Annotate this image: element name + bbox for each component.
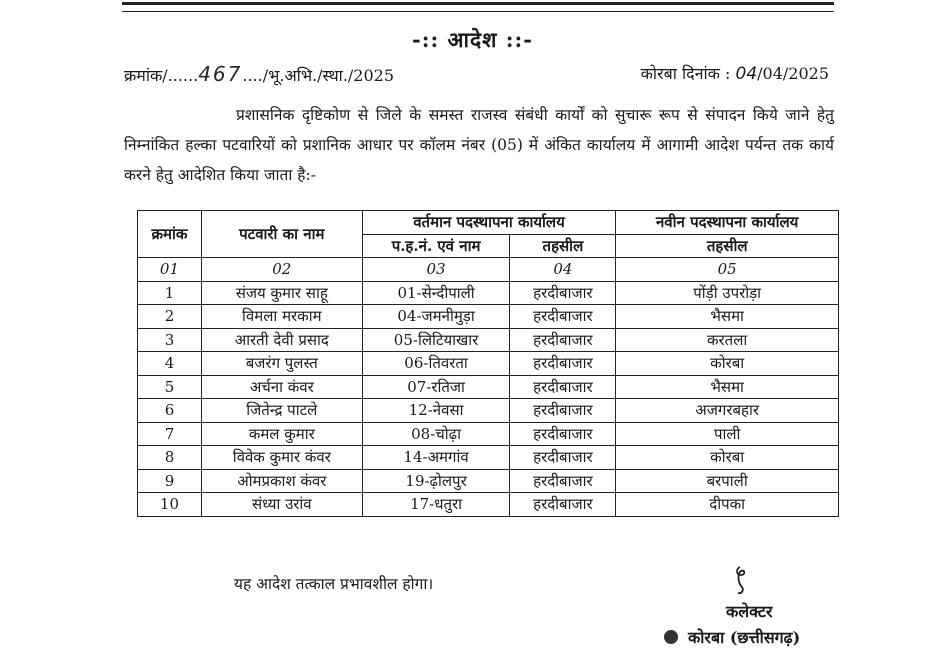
cell-ph-no-name: 01-सेन्दीपाली [362,281,510,305]
cell-serial: 4 [138,352,202,376]
cell-patwari-name: जितेन्द्र पाटले [201,399,362,423]
column-number: 01 [138,258,202,282]
header-new-office: नवीन पदस्थापना कार्यालय [616,211,839,235]
cell-serial: 5 [138,375,202,399]
reference-number [124,62,394,86]
signature-mark [726,563,766,599]
header-new-tehsil: तहसील [616,234,839,258]
cell-serial: 8 [138,446,202,470]
cell-patwari-name: संजय कुमार साहू [201,281,362,305]
ref-suffix: ..../भू.अभि./स्था./2025 [242,66,395,85]
cell-ph-no-name: 05-लिटियाखार [362,328,510,352]
header-patwari-name: पटवारी का नाम [201,211,362,258]
cell-patwari-name: विमला मरकाम [201,305,362,329]
table-row [138,422,839,446]
district-name: कोरबा (छत्तीसगढ़) [688,628,801,647]
document-title: -:: आदेश ::- [412,27,533,52]
header-serial: क्रमांक [138,211,202,258]
effective-note: यह आदेश तत्काल प्रभावशील होगा। [234,575,434,593]
letterhead-rule [122,2,834,12]
column-number-row [138,258,839,282]
cell-tehsil: हरदीबाजार [510,469,616,493]
cell-patwari-name: बजरंग पुलस्त [201,352,362,376]
cell-patwari-name: ओमप्रकाश कंवर [201,469,362,493]
table-row [138,399,839,423]
cell-new-tehsil: अजगरबहार [616,399,839,423]
cell-tehsil: हरदीबाजार [510,328,616,352]
cell-ph-no-name: 19-ढ़ोलपुर [362,469,510,493]
cell-serial: 1 [138,281,202,305]
order-date [641,62,829,84]
table-row [138,469,839,493]
cell-new-tehsil: दीपका [616,493,839,517]
cell-new-tehsil: पोंड़ी उपरोड़ा [616,281,839,305]
table-row [138,375,839,399]
office-seal-icon [664,630,678,644]
cell-serial: 7 [138,422,202,446]
cell-tehsil: हरदीबाजार [510,281,616,305]
ref-prefix: क्रमांक/...... [124,66,199,85]
cell-serial: 9 [138,469,202,493]
cell-new-tehsil: भैसमा [616,305,839,329]
cell-tehsil: हरदीबाजार [510,305,616,329]
column-number: 04 [510,258,616,282]
header-current-office: वर्तमान पदस्थापना कार्यालय [362,211,616,235]
cell-tehsil: हरदीबाजार [510,446,616,470]
collector-designation: कलेक्टर [726,602,773,621]
cell-ph-no-name: 14-अमगांव [362,446,510,470]
cell-ph-no-name: 06-तिवरता [362,352,510,376]
cell-new-tehsil: करतला [616,328,839,352]
cell-tehsil: हरदीबाजार [510,375,616,399]
table-header-row [138,211,839,235]
column-number: 05 [616,258,839,282]
header-ph-no-name: प.ह.नं. एवं नाम [362,234,510,258]
order-paragraph [124,100,834,190]
cell-patwari-name: कमल कुमार [201,422,362,446]
table-row [138,281,839,305]
header-tehsil: तहसील [510,234,616,258]
table-row [138,352,839,376]
cell-patwari-name: आरती देवी प्रसाद [201,328,362,352]
table-row [138,305,839,329]
cell-patwari-name: संध्या उरांव [201,493,362,517]
date-suffix: /04/2025 [757,64,829,83]
date-handwritten: 04 [735,64,758,84]
table-row [138,493,839,517]
transfer-table [137,210,839,517]
cell-tehsil: हरदीबाजार [510,493,616,517]
column-number: 02 [201,258,362,282]
table-row [138,328,839,352]
cell-ph-no-name: 08-चोढ़ा [362,422,510,446]
date-prefix: कोरबा दिनांक : [640,64,736,83]
cell-serial: 6 [138,399,202,423]
column-number: 03 [362,258,510,282]
cell-tehsil: हरदीबाजार [510,399,616,423]
table-row [138,446,839,470]
cell-tehsil: हरदीबाजार [510,422,616,446]
cell-ph-no-name: 17-धतुरा [362,493,510,517]
cell-patwari-name: विवेक कुमार कंवर [201,446,362,470]
cell-serial: 3 [138,328,202,352]
cell-ph-no-name: 04-जमनीमुड़ा [362,305,510,329]
cell-new-tehsil: कोरबा [616,352,839,376]
cell-patwari-name: अर्चना कंवर [201,375,362,399]
cell-tehsil: हरदीबाजार [510,352,616,376]
cell-new-tehsil: भैसमा [616,375,839,399]
cell-ph-no-name: 07-रतिजा [362,375,510,399]
cell-new-tehsil: पाली [616,422,839,446]
ref-number-handwritten: 467 [198,62,243,86]
cell-serial: 10 [138,493,202,517]
cell-new-tehsil: बरपाली [616,469,839,493]
cell-serial: 2 [138,305,202,329]
paragraph-text: प्रशासनिक दृष्टिकोण से जिले के समस्त राजस्व संबंधी कार्यों को सुचारू रूप से संपादन किये जाने हेतु निम्नांकित हल्का पटवारियों को प्रशानिक आधार पर कॉलम नंबर (05) में अंकित कार्यालय में आगामी आदेश पर्यन्त तक कार्य करने हेतु आदेशित किया जाता है:- [124,106,834,184]
cell-ph-no-name: 12-नेवसा [362,399,510,423]
cell-new-tehsil: कोरबा [616,446,839,470]
